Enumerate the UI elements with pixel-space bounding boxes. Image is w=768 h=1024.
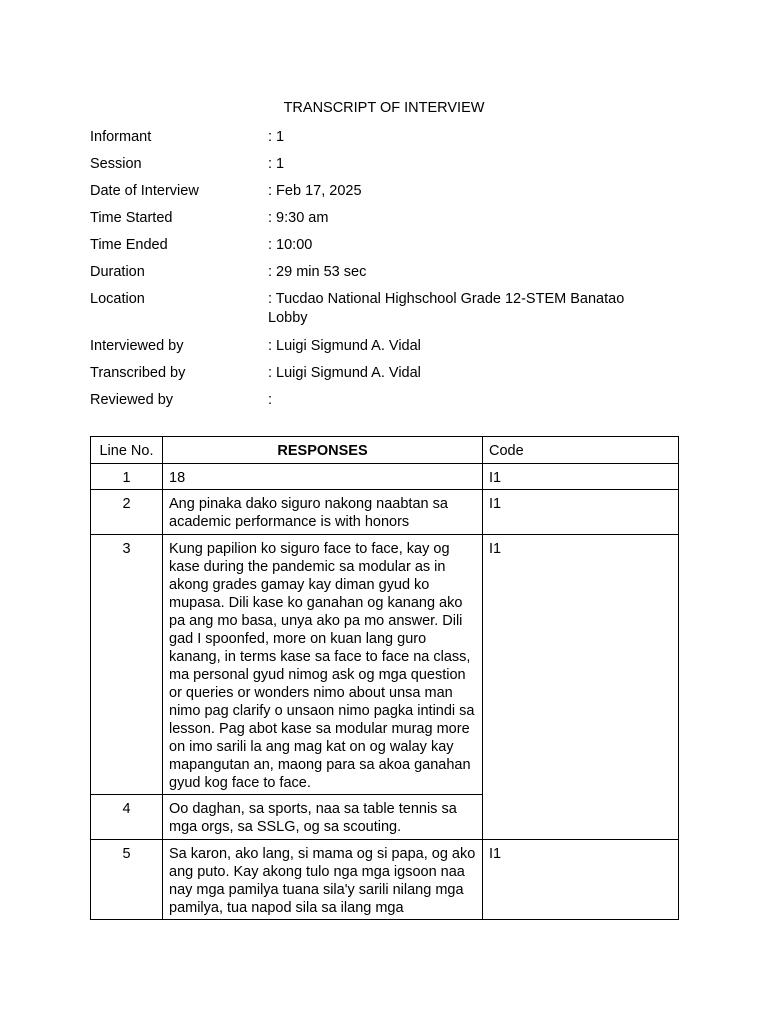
meta-label: Date of Interview: [90, 183, 199, 199]
table-header-row: [91, 437, 679, 464]
meta-label: Time Started: [90, 210, 173, 226]
meta-label: Duration: [90, 264, 145, 280]
cell-response: 18: [163, 464, 483, 490]
meta-label: Session: [90, 156, 142, 172]
cell-response: Oo daghan, sa sports, naa sa table tennis sa mga orgs, sa SSLG, og sa scouting.: [163, 795, 483, 840]
cell-code: I1: [483, 464, 679, 490]
table-row: [91, 535, 679, 795]
meta-value: : 9:30 am: [268, 210, 329, 226]
meta-value: : Luigi Sigmund A. Vidal: [268, 365, 421, 381]
cell-response: Ang pinaka dako siguro nakong naabtan sa academic performance is with honors: [163, 490, 483, 535]
meta-value: : Feb 17, 2025: [268, 183, 362, 199]
meta-label: Location: [90, 291, 145, 307]
meta-value: : 29 min 53 sec: [268, 264, 367, 280]
cell-response: Sa karon, ako lang, si mama og si papa, og ako ang puto. Kay akong tulo nga mga igsoon naa nay mga pamilya tuana sila'y sarili nilang mga pamilya, tua napod sila sa ilang mga: [163, 840, 483, 920]
cell-code: I1: [483, 840, 679, 920]
cell-response: Kung papilion ko siguro face to face, kay og kase during the pandemic sa modular as in akong grades gamay kay diman gyud ko mupasa. Dili kase ko ganahan og kanang ako pa ang mo basa, unya ako pa mo answer. Dili gad I spoonfed, more on kuan lang guro kanang, in terms kase sa face to face na class, ma personal gyud nimog ask og mga question or queries or wonders nimo about unsa man nimo pag clarify o unsaon nimo pagka intindi sa lesson. Pag abot kase sa modular murag more on imo sarili la ang mag kat on og walay kay mapangutan an, maong para sa akoa ganahan gyud kog face to face.: [163, 535, 483, 795]
cell-line-no: 3: [91, 535, 163, 795]
header-code: Code: [483, 437, 679, 464]
meta-label: Transcribed by: [90, 365, 186, 381]
meta-label: Interviewed by: [90, 338, 184, 354]
cell-code: [483, 795, 679, 840]
table-row: [91, 795, 679, 840]
meta-label: Reviewed by: [90, 392, 174, 408]
table-row: [91, 840, 679, 920]
header-responses: RESPONSES: [163, 437, 483, 464]
meta-value: : 1: [268, 156, 285, 172]
table-row: [91, 464, 679, 490]
cell-line-no: 4: [91, 795, 163, 840]
table-row: [91, 490, 679, 535]
document-title: TRANSCRIPT OF INTERVIEW: [283, 100, 485, 116]
meta-value: : 10:00: [268, 237, 313, 253]
cell-code: I1: [483, 490, 679, 535]
meta-value: : Luigi Sigmund A. Vidal: [268, 338, 421, 354]
meta-label: Time Ended: [90, 237, 168, 253]
cell-line-no: 1: [91, 464, 163, 490]
cell-line-no: 5: [91, 840, 163, 920]
header-line-no: Line No.: [91, 437, 163, 464]
meta-value: :: [268, 392, 273, 408]
meta-value: : Tucdao National Highschool Grade 12-STEM Banatao Lobby: [268, 291, 625, 326]
cell-code: I1: [483, 535, 679, 795]
responses-table: [90, 436, 679, 920]
cell-line-no: 2: [91, 490, 163, 535]
meta-value: : 1: [268, 129, 285, 145]
meta-label: Informant: [90, 129, 152, 145]
